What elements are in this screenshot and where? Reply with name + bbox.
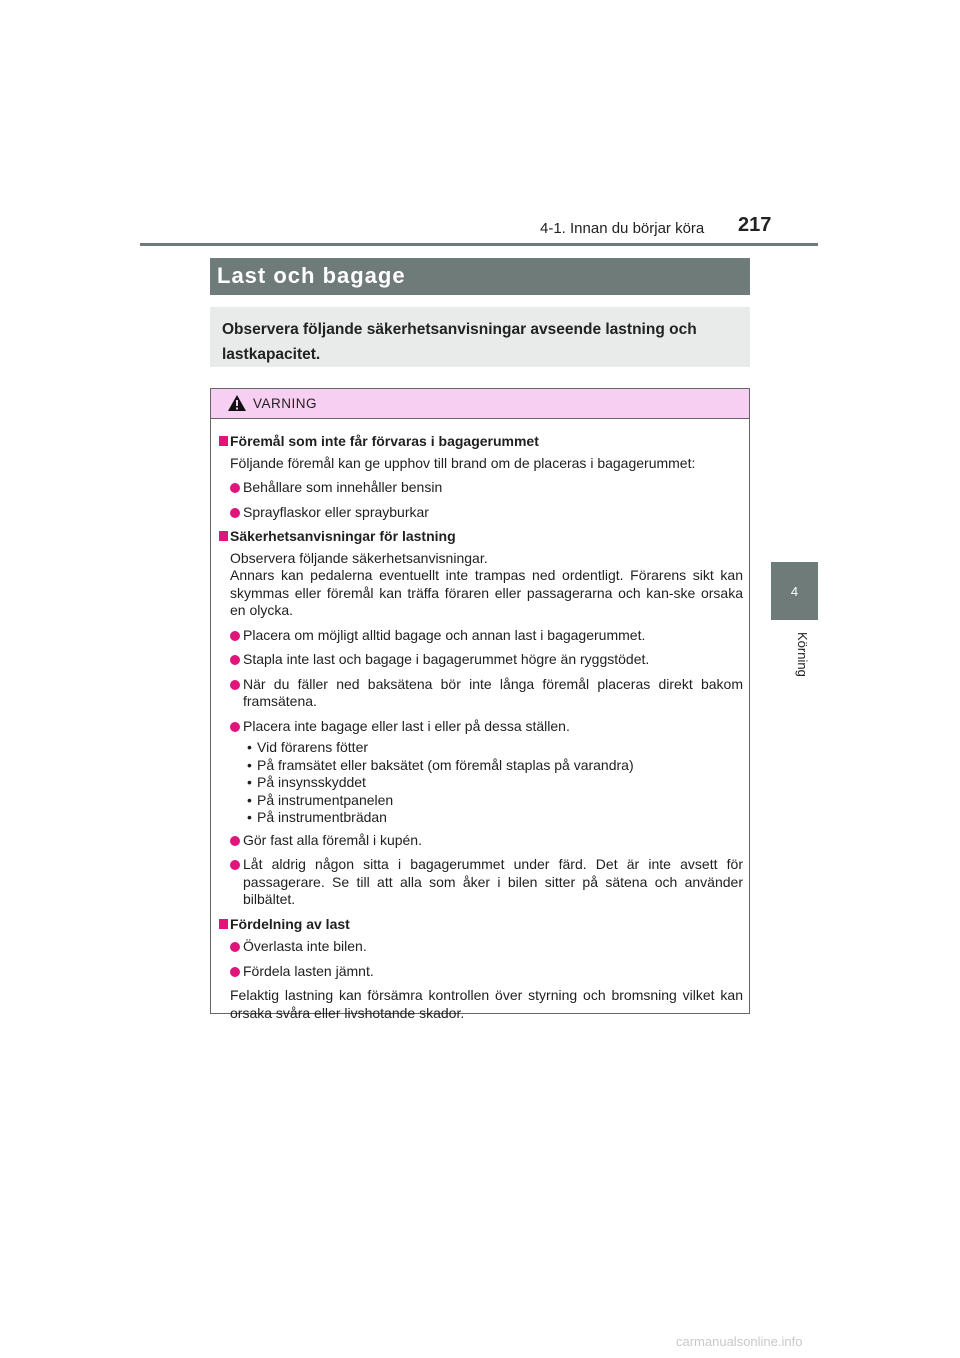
- circle-bullet-icon: [230, 680, 240, 690]
- paragraph: Annars kan pedalerna eventuellt inte trampas ned ordentligt. Förarens sikt kan skymmas eller föremål kan träffa föraren eller passagerarna och kan-ske orsaka en olycka.: [230, 567, 743, 618]
- intro-box: Observera följande säkerhetsanvisningar avseende lastning och lastkapacitet.: [210, 307, 750, 367]
- paragraph: Felaktig lastning kan försämra kontrollen över styrning och bromsning vilket kan orsaka svåra eller livshotande skador.: [230, 987, 743, 1021]
- sub-list-item: • På insynsskyddet: [243, 774, 743, 792]
- page-title: Last och bagage: [210, 258, 750, 295]
- list-item: Gör fast alla föremål i kupén.: [219, 832, 743, 850]
- list-item: Sprayflaskor eller sprayburkar: [219, 504, 743, 522]
- circle-bullet-icon: [230, 967, 240, 977]
- section-title: Säkerhetsanvisningar för lastning: [219, 528, 743, 546]
- warning-header: [211, 389, 749, 419]
- warning-label: VARNING: [253, 396, 318, 411]
- circle-bullet-icon: [230, 860, 240, 870]
- circle-bullet-icon: [230, 836, 240, 846]
- sub-list-item: • På framsätet eller baksätet (om föremål staplas på varandra): [243, 757, 743, 775]
- chapter-tab[interactable]: [771, 562, 818, 620]
- circle-bullet-icon: [230, 483, 240, 493]
- square-bullet-icon: [219, 919, 228, 929]
- page-number: 217: [738, 214, 772, 236]
- square-bullet-icon: [219, 531, 228, 541]
- list-item: Behållare som innehåller bensin: [219, 479, 743, 497]
- watermark: carmanualsonline.info: [676, 1334, 803, 1349]
- sub-list-item: • På instrumentpanelen: [243, 792, 743, 810]
- paragraph: Observera följande säkerhetsanvisningar.: [230, 549, 488, 566]
- circle-bullet-icon: [230, 722, 240, 732]
- list-item: Överlasta inte bilen.: [219, 938, 743, 956]
- section-title: Fördelning av last: [219, 916, 743, 934]
- sub-list: [219, 739, 743, 827]
- chapter-number: 4: [790, 583, 799, 599]
- list-item: Placera om möjligt alltid bagage och annan last i bagagerummet.: [219, 627, 743, 645]
- list-item: Stapla inte last och bagage i bagagerummet högre än ryggstödet.: [219, 651, 743, 669]
- warning-box: [210, 388, 750, 1021]
- paragraph: Följande föremål kan ge upphov till brand om de placeras i bagagerummet:: [230, 454, 696, 471]
- list-item: Låt aldrig någon sitta i bagagerummet under färd. Det är inte avsett för passagerare. Se till att alla som åker i bilen sitter på sätena och använder bilbältet.: [219, 856, 743, 909]
- warning-body: [211, 419, 749, 1022]
- section-title: Föremål som inte får förvaras i bagagerummet: [219, 433, 743, 451]
- sub-list-item: • Vid förarens fötter: [243, 739, 743, 757]
- circle-bullet-icon: [230, 508, 240, 518]
- list-item: När du fäller ned baksätena bör inte långa föremål placeras direkt bakom framsätena.: [219, 676, 743, 711]
- section-heading: 4-1. Innan du börjar köra: [540, 220, 705, 237]
- circle-bullet-icon: [230, 631, 240, 641]
- warning-triangle-icon: [227, 394, 247, 412]
- header-rule: [140, 243, 818, 246]
- chapter-label: Körning: [795, 632, 810, 677]
- sub-list-item: • På instrumentbrädan: [243, 809, 743, 827]
- circle-bullet-icon: [230, 655, 240, 665]
- list-item: Placera inte bagage eller last i eller på dessa ställen.: [219, 718, 743, 736]
- list-item: Fördela lasten jämnt.: [219, 963, 743, 981]
- square-bullet-icon: [219, 436, 228, 446]
- circle-bullet-icon: [230, 942, 240, 952]
